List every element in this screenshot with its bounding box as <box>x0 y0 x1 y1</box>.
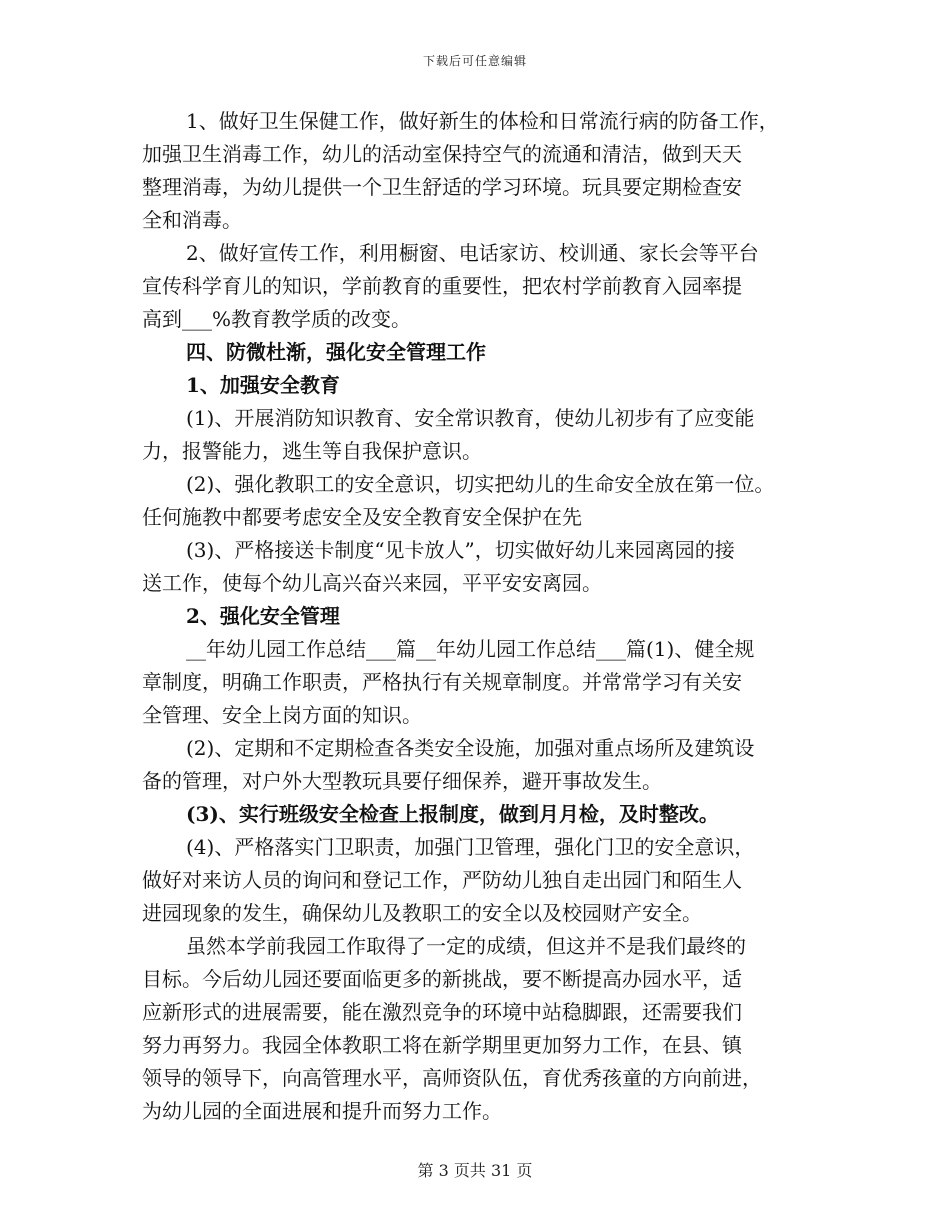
section-heading-line: 1、加强安全教育 <box>186 373 340 397</box>
paragraph-line: 努力再努力。我园全体教职工将在新学期里更加努力工作，在县、镇 <box>142 1033 742 1057</box>
section-heading-line: 四、防微杜渐，强化安全管理工作 <box>186 340 486 364</box>
paragraph-line: 送工作，使每个幼儿高兴奋兴来园，平平安安离园。 <box>142 571 602 595</box>
paragraph-line: 应新形式的进展需要，能在激烈竞争的环境中站稳脚跟，还需要我们 <box>142 1000 742 1024</box>
paragraph-line: 任何施教中都要考虑安全及安全教育安全保护在先 <box>142 505 582 529</box>
paragraph-line: 力，报警能力，逃生等自我保护意识。 <box>142 439 482 463</box>
paragraph-line: __年幼儿园工作总结___篇__年幼儿园工作总结___篇(1)、健全规 <box>186 637 755 661</box>
section-heading-line: 2、强化安全管理 <box>186 604 340 628</box>
paragraph-line: (1)、开展消防知识教育、安全常识教育，使幼儿初步有了应变能 <box>186 406 755 430</box>
page-number: 第 3 页共 31 页 <box>417 1161 533 1180</box>
paragraph-line: 高到___%教育教学质的改变。 <box>142 307 412 331</box>
paragraph-line: (3)、严格接送卡制度“见卡放人”，切实做好幼儿来园离园的接 <box>186 538 735 562</box>
paragraph-line: 领导的领导下，向高管理水平，高师资队伍，育优秀孩童的方向前进， <box>142 1066 762 1090</box>
paragraph-line: 做好对来访人员的询问和登记工作，严防幼儿独自走出园门和陌生人 <box>142 868 742 892</box>
paragraph-line: (4)、严格落实门卫职责，加强门卫管理，强化门卫的安全意识， <box>186 835 755 859</box>
section-heading-line: (3)、实行班级安全检查上报制度，做到月月检，及时整改。 <box>186 802 719 826</box>
paragraph-line: 加强卫生消毒工作，幼儿的活动室保持空气的流通和清洁，做到天天 <box>142 142 742 166</box>
paragraph-line: 备的管理，对户外大型教玩具要仔细保养，避开事故发生。 <box>142 769 662 793</box>
paragraph-line: 虽然本学前我园工作取得了一定的成绩，但这并不是我们最终的 <box>186 934 746 958</box>
paragraph-line: 全和消毒。 <box>142 208 242 232</box>
paragraph-line: 宣传科学育儿的知识，学前教育的重要性，把农村学前教育入园率提 <box>142 274 742 298</box>
paragraph-line: 2、做好宣传工作，利用橱窗、电话家访、校训通、家长会等平台 <box>186 241 759 265</box>
paragraph-line: 为幼儿园的全面进展和提升而努力工作。 <box>142 1099 502 1123</box>
paragraph-line: (2)、定期和不定期检查各类安全设施，加强对重点场所及建筑设 <box>186 736 755 760</box>
paragraph-line: 目标。今后幼儿园还要面临更多的新挑战，要不断提高办园水平，适 <box>142 967 742 991</box>
page-header: 下载后可任意编辑 <box>422 54 527 68</box>
paragraph-line: 全管理、安全上岗方面的知识。 <box>142 703 422 727</box>
paragraph-line: (2)、强化教职工的安全意识，切实把幼儿的生命安全放在第一位。 <box>186 472 775 496</box>
document-body <box>142 105 822 1128</box>
paragraph-line: 整理消毒，为幼儿提供一个卫生舒适的学习环境。玩具要定期检查安 <box>142 175 742 199</box>
paragraph-line: 1、做好卫生保健工作，做好新生的体检和日常流行病的防备工作， <box>186 109 779 133</box>
paragraph-line: 章制度，明确工作职责，严格执行有关规章制度。并常常学习有关安 <box>142 670 742 694</box>
paragraph-line: 进园现象的发生，确保幼儿及教职工的安全以及校园财产安全。 <box>142 901 702 925</box>
